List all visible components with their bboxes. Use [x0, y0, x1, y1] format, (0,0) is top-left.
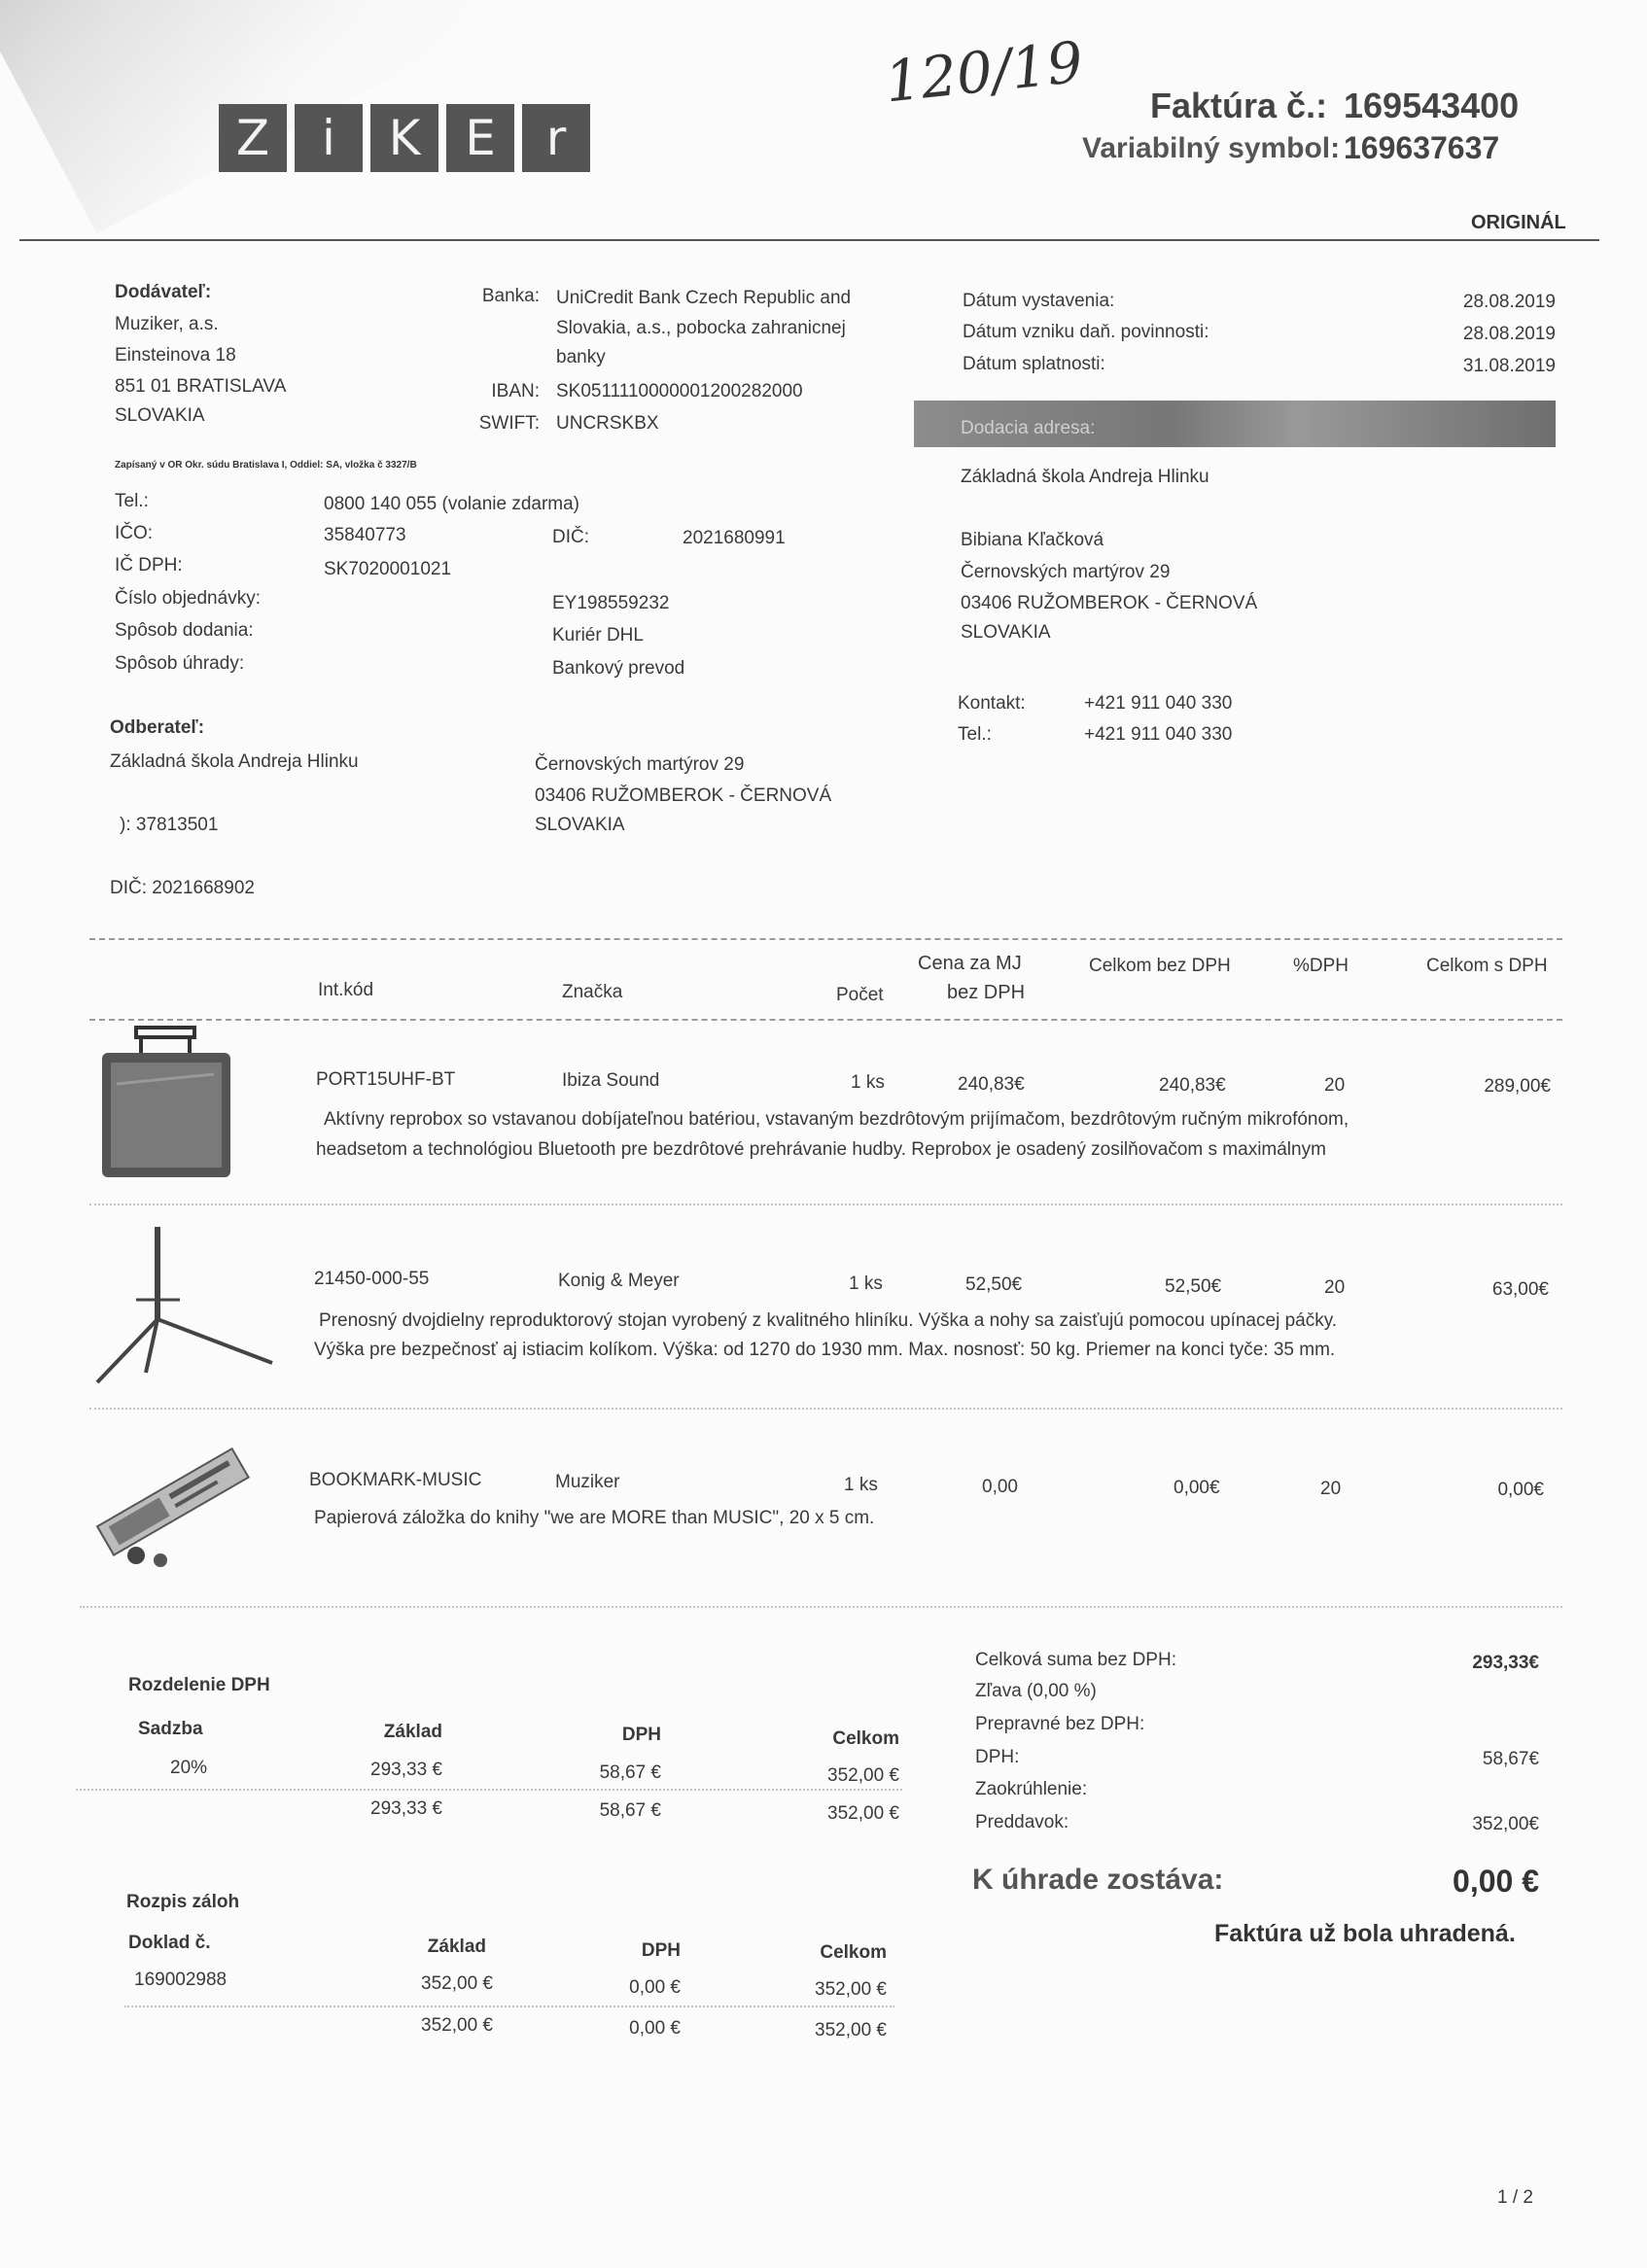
vat-split-header: Sadzba — [138, 1719, 203, 1739]
item-code: PORT15UHF-BT — [316, 1069, 456, 1090]
bookmark-thumbnail — [78, 1429, 263, 1585]
item-qty: 1 ks — [851, 1072, 885, 1093]
table-header-rule — [89, 1019, 1562, 1021]
item-vat-pct: 20 — [1324, 1277, 1346, 1298]
customer-label: Odberateľ: — [110, 717, 205, 738]
vat-split-cell: 293,33 € — [370, 1798, 442, 1819]
delivery-person: Bibiana Kľačková — [961, 530, 1104, 550]
due-date-label: Dátum splatnosti: — [963, 354, 1105, 374]
vs-number: 169637637 — [1344, 130, 1500, 165]
vat-split-cell: 58,67 € — [599, 1800, 661, 1821]
vat-split-cell: 58,67 € — [599, 1762, 661, 1783]
tel-label: Tel.: — [115, 491, 149, 511]
item-separator — [89, 1204, 1562, 1205]
shipping-value: Kuriér DHL — [552, 625, 644, 646]
vat-split-header: DPH — [621, 1725, 661, 1745]
vat-split-cell: 20% — [170, 1758, 208, 1778]
advances-header: Základ — [427, 1937, 486, 1957]
item-unit-price: 52,50€ — [965, 1274, 1023, 1295]
summary-total-no-vat-label: Celková suma bez DPH: — [975, 1650, 1176, 1670]
delivery-org: Základná škola Andreja Hlinku — [961, 467, 1209, 487]
logo-letter: r — [522, 104, 590, 172]
iban-value: SK0511110000001200282000 — [556, 381, 803, 401]
order-label: Číslo objednávky: — [115, 588, 261, 609]
ico-value: 35840773 — [324, 525, 406, 545]
supplier-city: 851 01 BRATISLAVA — [115, 376, 287, 397]
col-header-code: Int.kód — [318, 980, 374, 1000]
table-top-rule — [89, 938, 1562, 940]
col-header-total-no-vat: Celkom bez DPH — [1089, 956, 1231, 976]
advances-rule — [124, 2006, 894, 2007]
item-unit-price: 240,83€ — [958, 1074, 1025, 1095]
customer-city: 03406 RUŽOMBEROK - ČERNOVÁ — [535, 785, 832, 806]
vat-split-header: Základ — [383, 1722, 442, 1742]
advances-cell: 352,00 € — [421, 2015, 493, 2036]
item-description: Výška pre bezpečnosť aj istiacim kolíkom. Výška: od 1270 do 1930 mm. Max. nosnosť: 50 kg. Priemer na konci tyče: 35 mm. — [314, 1340, 1336, 1360]
item-total: 0,00€ — [1497, 1480, 1544, 1500]
issued-label: Dátum vystavenia: — [963, 291, 1115, 311]
customer-country: SLOVAKIA — [535, 815, 625, 835]
tax-date-label: Dátum vzniku daň. povinnosti: — [963, 322, 1209, 342]
shipping-label: Spôsob dodania: — [115, 620, 254, 641]
summary-vat-label: DPH: — [975, 1747, 1020, 1767]
supplier-street: Einsteinova 18 — [115, 345, 236, 366]
advances-header: Celkom — [820, 1942, 887, 1963]
dic-value: 2021680991 — [683, 528, 786, 548]
logo-letter: Z — [219, 104, 287, 172]
advances-cell: 0,00 € — [629, 2018, 681, 2039]
summary-rounding-label: Zaokrúhlenie: — [975, 1779, 1088, 1799]
col-header-total-vat: Celkom s DPH — [1426, 956, 1548, 976]
page-number: 1 / 2 — [1497, 2187, 1533, 2208]
advances-cell: 352,00 € — [815, 1979, 887, 2000]
delivery-street: Černovských martýrov 29 — [961, 562, 1171, 582]
tax-date: 28.08.2019 — [1462, 324, 1556, 344]
item-brand: Konig & Meyer — [558, 1271, 680, 1291]
item-separator — [89, 1408, 1562, 1410]
item-qty: 1 ks — [844, 1475, 878, 1495]
contact-value: +421 911 040 330 — [1084, 693, 1233, 714]
due-date: 31.08.2019 — [1462, 356, 1556, 376]
item-code: BOOKMARK-MUSIC — [309, 1470, 482, 1490]
delivery-tel-value: +421 911 040 330 — [1084, 724, 1233, 745]
item-qty: 1 ks — [849, 1274, 883, 1294]
advances-cell: 352,00 € — [815, 2020, 887, 2041]
supplier-country: SLOVAKIA — [115, 405, 205, 426]
advances-title: Rozpis záloh — [126, 1892, 240, 1912]
bank-line: Slovakia, a.s., pobocka zahranicnej — [556, 318, 846, 338]
col-header-unit-price-sub: bez DPH — [947, 982, 1026, 1003]
col-header-qty: Počet — [836, 985, 884, 1005]
item-total-no-vat: 52,50€ — [1165, 1276, 1222, 1297]
contact-label: Kontakt: — [958, 693, 1026, 714]
original-label: ORIGINÁL — [1471, 212, 1566, 233]
supplier-label: Dodávateľ: — [115, 282, 212, 302]
amount-due-label: K úhrade zostáva: — [972, 1864, 1224, 1896]
ico-label: IČO: — [115, 523, 154, 543]
item-code: 21450-000-55 — [314, 1269, 430, 1289]
supplier-registry: Zapísaný v OR Okr. súdu Bratislava I, Oddiel: SA, vložka č 3327/B — [115, 460, 417, 471]
swift-value: UNCRSKBX — [556, 413, 659, 434]
bank-line: UniCredit Bank Czech Republic and — [556, 288, 852, 308]
item-separator — [80, 1606, 1562, 1608]
vs-label: Variabilný symbol: — [1082, 132, 1341, 164]
col-header-vat-pct: %DPH — [1293, 956, 1349, 976]
logo-letter: E — [446, 104, 514, 172]
customer-street: Černovských martýrov 29 — [535, 754, 745, 775]
item-total-no-vat: 0,00€ — [1174, 1478, 1220, 1498]
advances-header: DPH — [641, 1940, 681, 1961]
item-description: Aktívny reprobox so vstavanou dobíjateľnou batériou, vstavaným bezdrôtovým prijímačom, bezdrôtovým ručným mikrofónom, — [324, 1109, 1349, 1130]
advances-cell: 169002988 — [134, 1970, 228, 1990]
handwritten-note: 120/19 — [882, 28, 1087, 116]
summary-vat: 58,67€ — [1482, 1749, 1539, 1769]
item-total-no-vat: 240,83€ — [1159, 1075, 1226, 1096]
vat-split-header: Celkom — [832, 1728, 899, 1749]
iban-label: IBAN: — [491, 381, 540, 401]
item-description: Prenosný dvojdielny reproduktorový stojan vyrobený z kvalitného hliníku. Výška a nohy sa zaisťujú pomocou upínacej páčky. — [319, 1310, 1338, 1331]
icdph-label: IČ DPH: — [115, 555, 183, 576]
vat-split-rule — [76, 1789, 902, 1791]
bank-line: banky — [556, 347, 606, 367]
invoice-number: 169543400 — [1344, 86, 1520, 125]
payment-value: Bankový prevod — [552, 658, 685, 679]
item-total: 63,00€ — [1491, 1279, 1549, 1300]
delivery-label: Dodacia adresa: — [961, 418, 1096, 438]
swift-label: SWIFT: — [478, 413, 540, 434]
logo-letter: i — [295, 104, 363, 172]
dic-label: DIČ: — [552, 527, 589, 547]
supplier-name: Muziker, a.s. — [115, 314, 219, 334]
col-header-unit-price: Cena za MJ — [918, 953, 1022, 974]
delivery-country: SLOVAKIA — [961, 622, 1051, 643]
summary-discount-label: Zľava (0,00 %) — [975, 1681, 1097, 1701]
bank-label: Banka: — [481, 286, 540, 306]
item-unit-price: 0,00 — [982, 1477, 1018, 1497]
summary-advance-label: Preddavok: — [975, 1812, 1069, 1832]
item-vat-pct: 20 — [1320, 1479, 1342, 1499]
reprobox-thumbnail — [97, 1026, 233, 1181]
item-brand: Muziker — [555, 1472, 620, 1492]
tel-value: 0800 140 055 (volanie zdarma) — [324, 494, 580, 514]
stand-thumbnail — [88, 1227, 282, 1387]
delivery-city: 03406 RUŽOMBEROK - ČERNOVÁ — [961, 593, 1258, 613]
payment-label: Spôsob úhrady: — [115, 653, 245, 674]
summary-shipping-label: Prepravné bez DPH: — [975, 1714, 1145, 1734]
icdph-value: SK7020001021 — [324, 559, 452, 579]
logo-letter: K — [370, 104, 438, 172]
advances-cell: 0,00 € — [629, 1977, 681, 1998]
item-brand: Ibiza Sound — [562, 1070, 660, 1091]
delivery-tel-label: Tel.: — [958, 724, 992, 745]
vat-split-cell: 352,00 € — [827, 1765, 899, 1786]
customer-ico: ): 37813501 — [120, 815, 219, 835]
col-header-brand: Značka — [562, 982, 623, 1002]
header-rule — [19, 239, 1599, 241]
order-value: EY198559232 — [552, 593, 670, 613]
advances-cell: 352,00 € — [421, 1973, 493, 1994]
customer-name: Základná škola Andreja Hlinku — [110, 751, 359, 772]
paid-note: Faktúra už bola uhradená. — [1214, 1920, 1516, 1947]
invoice-label: Faktúra č.: — [1150, 86, 1328, 125]
summary-advance: 352,00€ — [1472, 1814, 1539, 1834]
summary-total-no-vat: 293,33€ — [1472, 1653, 1539, 1673]
vat-split-cell: 352,00 € — [827, 1803, 899, 1824]
item-description: headsetom a technológiou Bluetooth pre bezdrôtové prehrávanie hudby. Reprobox je osadený zosilňovačom s maximálnym — [316, 1139, 1326, 1160]
item-total: 289,00€ — [1484, 1076, 1551, 1097]
item-vat-pct: 20 — [1324, 1075, 1346, 1096]
muziker-logo — [219, 104, 590, 172]
item-description: Papierová záložka do knihy "we are MORE than MUSIC", 20 x 5 cm. — [314, 1508, 875, 1528]
customer-dic: DIČ: 2021668902 — [110, 878, 255, 898]
amount-due: 0,00 € — [1453, 1864, 1539, 1899]
issued-date: 28.08.2019 — [1462, 292, 1556, 312]
vat-split-cell: 293,33 € — [370, 1760, 442, 1780]
vat-split-title: Rozdelenie DPH — [128, 1675, 270, 1695]
advances-header: Doklad č. — [128, 1933, 211, 1953]
